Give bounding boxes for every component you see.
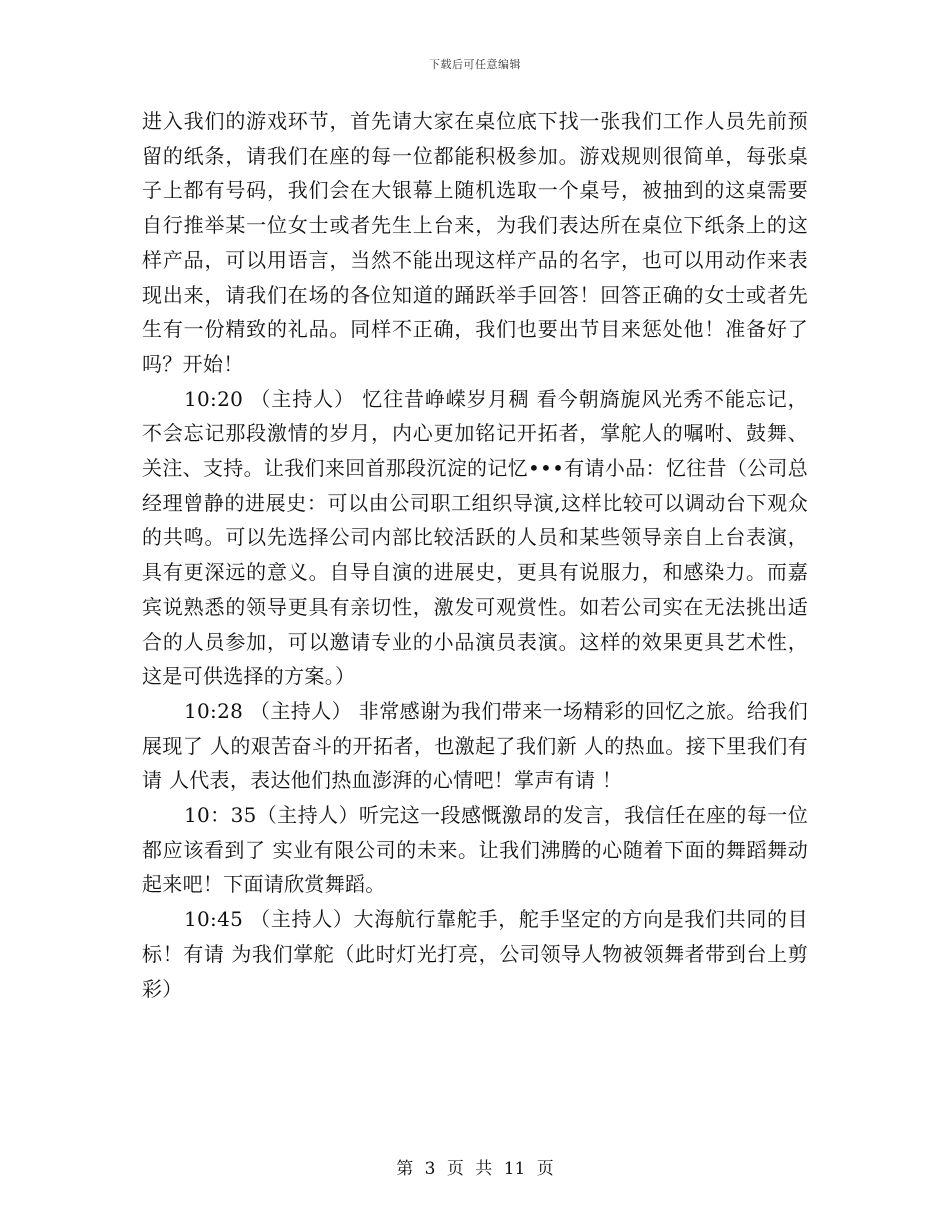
paragraph-1045-ribbon: 10:45 （主持人）大海航行靠舵手，舵手坚定的方向是我们共同的目标！有请 为我们掌舵（此时灯光打亮，公司领导人物被领舞者带到台上剪彩） — [142, 907, 808, 1001]
page-header-note: 下载后可任意编辑 — [429, 58, 521, 71]
page-number-footer: 第 3 页 共 11 页 — [396, 1159, 554, 1179]
paragraph-game-rules: 进入我们的游戏环节，首先请大家在桌位底下找一张我们工作人员先前预留的纸条，请我们在座的每一位都能积极参加。游戏规则很简单，每张桌子上都有号码，我们会在大银幕上随机选取一个桌号，被抽到的这桌需要自行推举某一位女士或者先生上台来，为我们表达所在桌位下纸条上的这样产品，可以用语言，当然不能出现这样产品的名字，也可以用动作来表现出来，请我们在场的各位知道的踊跃举手回答！回答正确的女士或者先生有一份精致的礼品。同样不正确，我们也要出节目来惩处他！准备好了吗？开始！ — [142, 109, 808, 376]
paragraph-1020-skit: 10:20 （主持人） 忆往昔峥嵘岁月稠 看今朝旖旎风光秀不能忘记，不会忘记那段激情的岁月，内心更加铭记开拓者，掌舵人的嘱咐、鼓舞、关注、支持。让我们来回首那段沉淀的记忆•••有请小品：忆往昔（公司总经理曾静的进展史：可以由公司职工组织导演,这样比较可以调动台下观众的共鸣。可以先选择公司内部比较活跃的人员和某些领导亲自上台表演，具有更深远的意义。自导自演的进展史，更具有说服力，和感染力。而嘉宾说熟悉的领导更具有亲切性，激发可观赏性。如若公司实在无法挑出适合的人员参加，可以邀请专业的小品演员表演。这样的效果更具艺术性，这是可供选择的方案。） — [142, 386, 808, 689]
document-body — [142, 104, 808, 1006]
paragraph-1028-representative: 10:28 （主持人） 非常感谢为我们带来一场精彩的回忆之旅。给我们展现了 人的艰苦奋斗的开拓者，也激起了我们新 人的热血。接下里我们有请 人代表，表达他们热血澎湃的心情吧！掌声有请 ！ — [142, 698, 808, 793]
paragraph-1035-dance: 10：35（主持人）听完这一段感慨激昂的发言，我信任在座的每一位都应该看到了 实业有限公司的未来。让我们沸腾的心随着下面的舞蹈舞动起来吧！下面请欣赏舞蹈。 — [142, 803, 808, 897]
